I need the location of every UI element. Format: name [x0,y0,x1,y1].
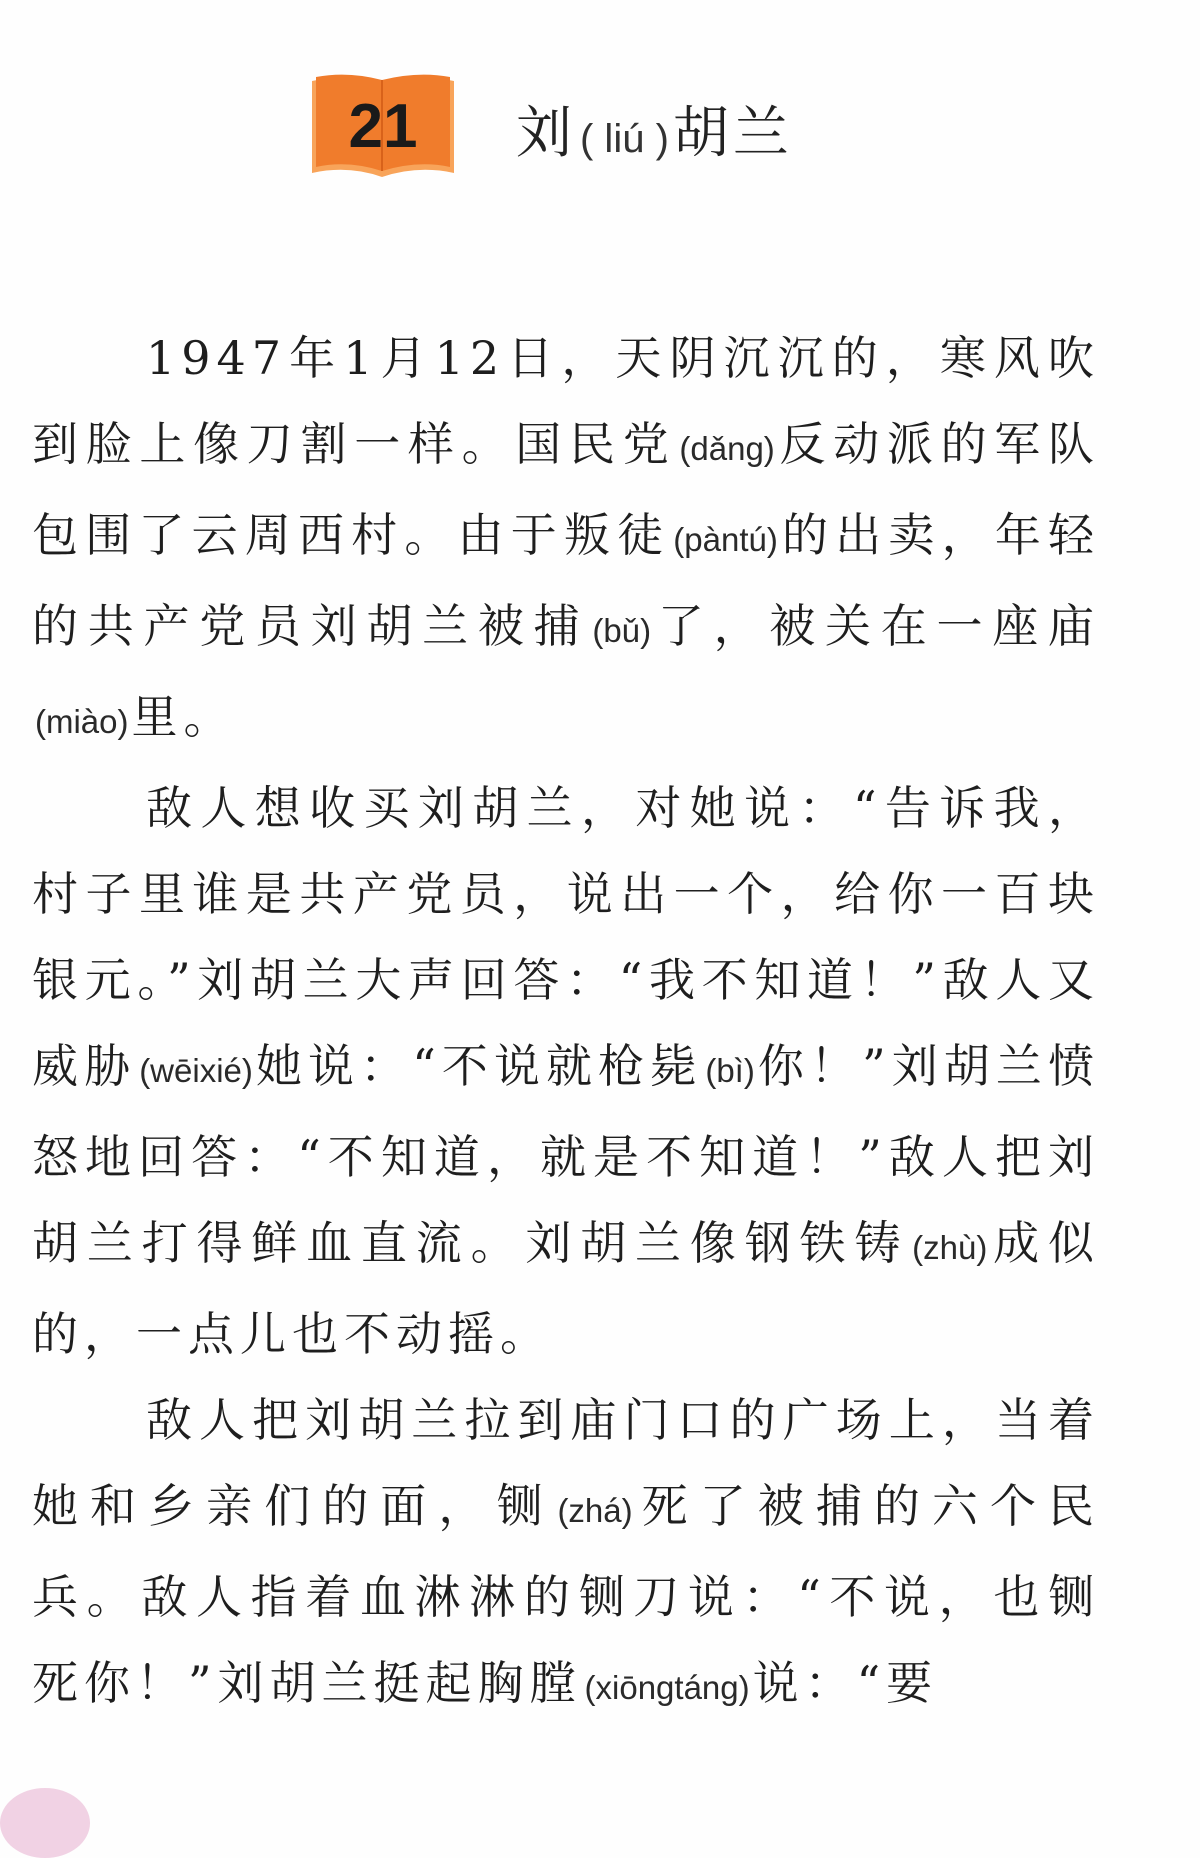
text-segment: 你！”刘胡兰愤怒地回答：“不知道，就是不知道！”敌人把刘胡兰打得鲜血直流。刘胡兰像钢铁铸 [32,1039,1100,1270]
text-segment: 里。 [131,690,236,744]
text-segment: 反动派的军队包围了云周西村。由于叛徒 [32,417,1101,562]
text-segment: 死了被捕的六个民兵。敌人指着血淋淋的铡刀说：“不说，也铡死你！”刘胡兰挺起胸膛 [32,1479,1101,1710]
title-pinyin: ( liú ) [580,117,669,161]
pinyin-annotation: (zhá) [557,1492,633,1529]
lesson-title [516,89,793,169]
pinyin-annotation: (xiōngtáng) [584,1669,750,1706]
paragraph [32,1377,1100,1731]
title-rest: 胡兰 [672,101,793,166]
lesson-number: 21 [348,91,418,161]
pinyin-annotation: (wēixié) [139,1052,253,1089]
pinyin-annotation: (bǔ) [592,612,652,649]
text-segment: 说：“要 [752,1656,939,1710]
text-segment: 了，被关在一座庙 [654,599,1101,653]
pinyin-annotation: (bì) [705,1052,755,1089]
pinyin-annotation: (dǎng) [679,430,775,467]
text-segment: 1947年1月12日，天阴沉沉的，寒风吹到脸上像刀割一样。国民党 [32,331,1100,471]
page-number-tab [0,1788,90,1858]
paragraph [32,765,1100,1377]
text-segment: 她说：“不说就枪毙 [255,1039,703,1093]
pinyin-annotation: (zhù) [912,1229,988,1266]
paragraph [32,315,1100,765]
lesson-number-badge [308,73,458,185]
title-char: 刘 [516,101,576,166]
text-segment: 敌人想收买刘胡兰，对她说：“告诉我，村子里谁是共产党员，说出一个，给你一百块银元。”刘胡兰大声回答：“我不知道！”敌人又威胁 [32,781,1100,1093]
pinyin-annotation: (pàntú) [673,521,778,558]
pinyin-annotation: (miào) [35,703,129,740]
text-segment: 成似的，一点儿也不动摇。 [32,1216,1101,1361]
lesson-text [32,315,1100,1731]
text-segment: 敌人把刘胡兰拉到庙门口的广场上，当着她和乡亲们的面，铡 [32,1393,1100,1533]
text-segment: 的出卖，年轻的共产党员刘胡兰被捕 [32,508,1101,653]
lesson-heading [308,70,793,188]
